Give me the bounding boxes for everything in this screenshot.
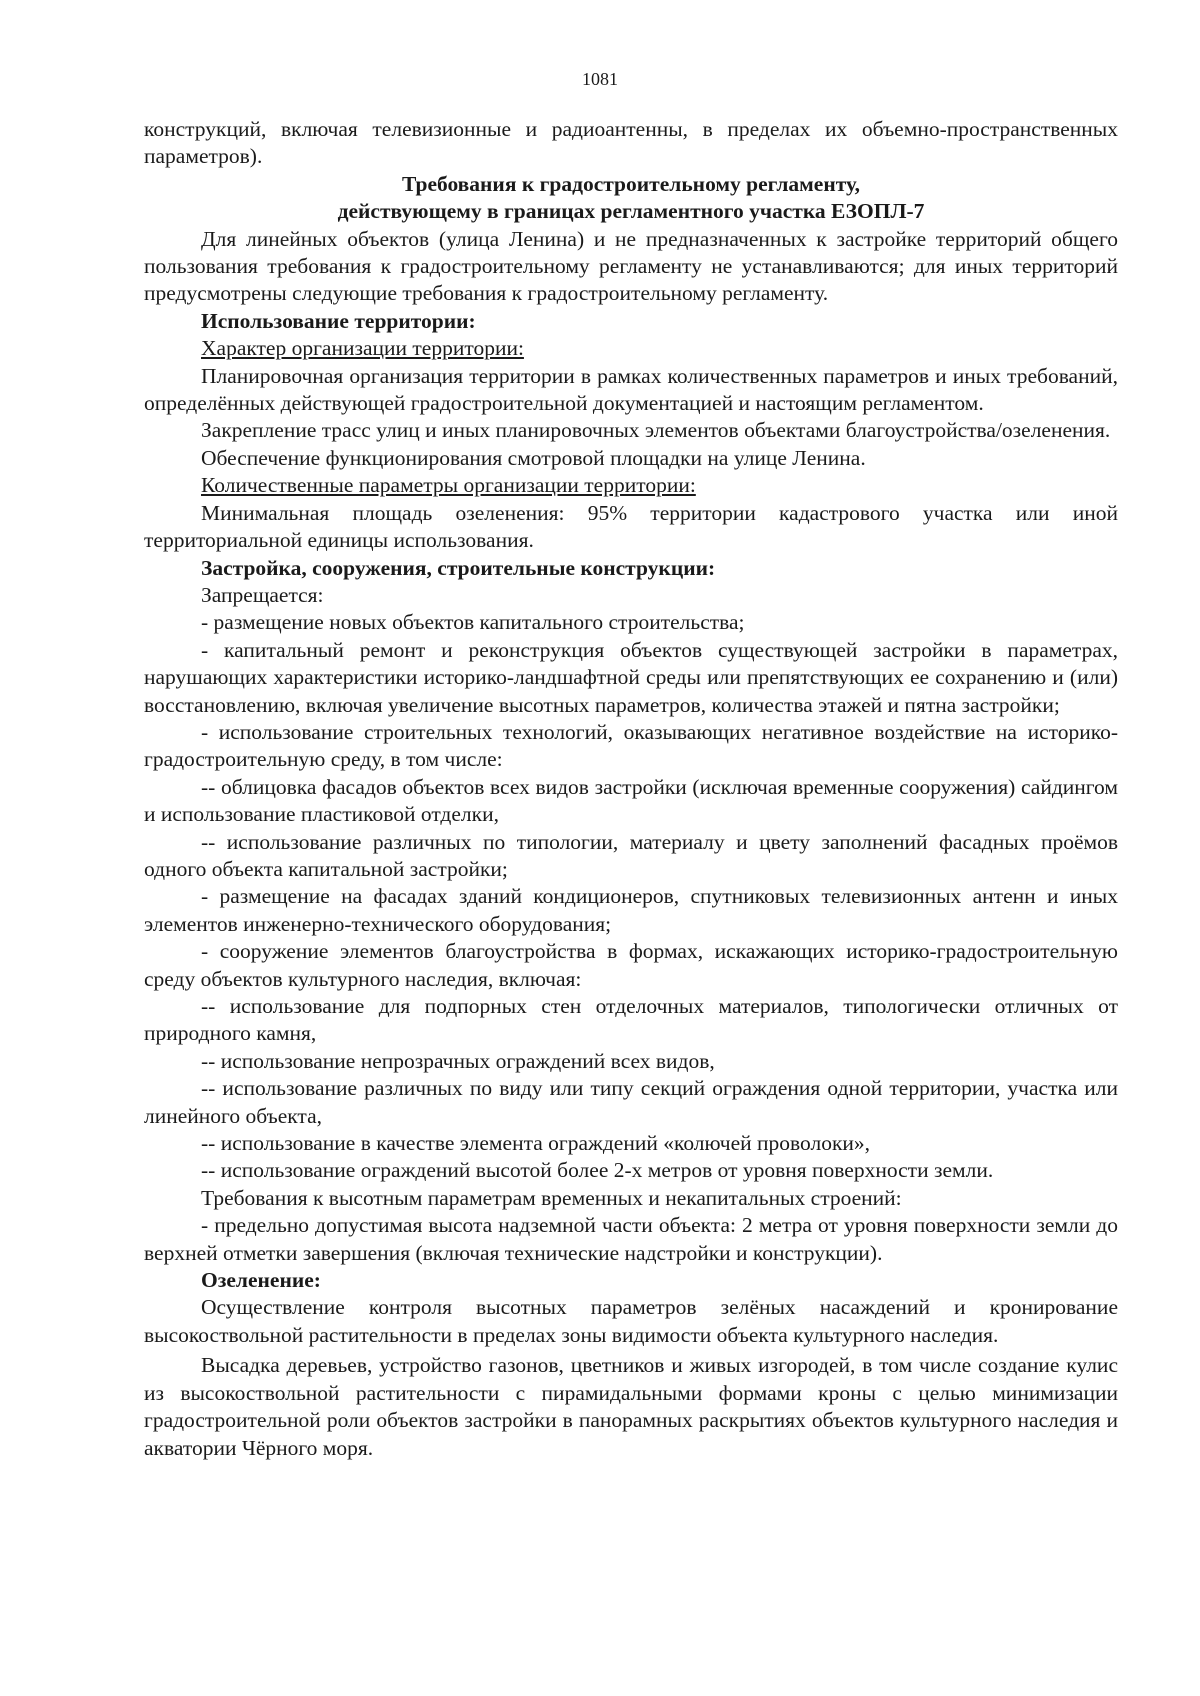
paragraph-greening-control: Осуществление контроля высотных параметров зелёных насаждений и кронирование высокоствольной растительности в пределах зоны видимости объекта культурного наследия. xyxy=(144,1295,1118,1347)
list-item: - предельно допустимая высота надземной части объекта: 2 метра от уровня поверхности земли до верхней отметки завершения (включая технические надстройки и конструкции). xyxy=(144,1213,1118,1265)
paragraph-planting: Высадка деревьев, устройство газонов, цветников и живых изгородей, в том числе создание кулис из высокоствольной растительности с пирамидальными формами кроны с целью минимизации градостроительной роли объектов застройки в панорамных раскрытиях объектов культурного наследия и акватории Чёрного моря. xyxy=(144,1353,1118,1460)
list-subitem: -- использование ограждений высотой более 2-х метров от уровня поверхности земли. xyxy=(201,1158,994,1183)
list-item: - использование строительных технологий, оказывающих негативное воздействие на историко-градостроительную среду, в том числе: xyxy=(144,719,1118,772)
underlined-label: Количественные параметры организации территории: xyxy=(201,473,696,498)
list-item: - сооружение элементов благоустройства в формах, искажающих историко-градостроительную среду объектов культурного наследия, включая: xyxy=(144,939,1118,991)
section-heading-line-2: действующему в границах регламентного участка ЕЗОПЛ-7 xyxy=(337,199,925,224)
list-subitem: -- использование в качестве элемента ограждений «колючей проволоки», xyxy=(201,1131,871,1156)
paragraph-intro: Для линейных объектов (улица Ленина) и не предназначенных к застройке территорий общего пользования требования к градостроительному регламенту не устанавливаются; для иных территорий предусмотрены следующие требования к градостроительному регламенту. xyxy=(144,226,1118,306)
paragraph-height-requirements: Требования к высотным параметрам временных и некапитальных строений: xyxy=(201,1185,902,1210)
subheading-territory-use: Использование территории: xyxy=(201,308,476,333)
paragraph-min-greening: Минимальная площадь озеленения: 95% территории кадастрового участка или иной территориальной единицы использования. xyxy=(144,500,1118,553)
page-number: 1081 xyxy=(582,69,618,89)
paragraph-streets: Закрепление трасс улиц и иных планировочных элементов объектами благоустройства/озеленения. xyxy=(201,418,1111,443)
paragraph-viewpoint: Обеспечение функционирования смотровой площадки на улице Ленина. xyxy=(201,445,866,470)
subheading-greening: Озеленение: xyxy=(201,1268,321,1293)
subheading-organization-character xyxy=(144,335,1118,362)
list-subitem: -- облицовка фасадов объектов всех видов застройки (исключая временные сооружения) сайдингом и использование пластиковой отделки, xyxy=(144,774,1118,827)
paragraph-planning: Планировочная организация территории в рамках количественных параметров и иных требований, определённых действующей градостроительной документацией и настоящим регламентом. xyxy=(144,363,1118,416)
paragraph-continuation: конструкций, включая телевизионные и радиоантенны, в пределах их объемно-пространственных параметров). xyxy=(144,117,1118,169)
list-item: - размещение новых объектов капитального строительства; xyxy=(201,610,745,635)
section-heading-line-1: Требования к градостроительному регламенту, xyxy=(401,171,860,196)
list-subitem: -- использование различных по виду или типу секций ограждения одной территории, участка или линейного объекта, xyxy=(144,1076,1118,1128)
underlined-label: Характер организации территории: xyxy=(201,336,524,361)
list-item: - размещение на фасадах зданий кондиционеров, спутниковых телевизионных антенн и иных элементов инженерно-технического оборудования; xyxy=(144,884,1118,936)
document-body xyxy=(144,116,1118,1462)
subheading-quantitative-parameters xyxy=(144,472,1118,499)
subheading-construction: Застройка, сооружения, строительные конструкции: xyxy=(201,555,716,580)
paragraph-prohibited: Запрещается: xyxy=(201,582,324,607)
list-item: - капитальный ремонт и реконструкция объектов существующей застройки в параметрах, нарушающих характеристики историко-ландшафтной среды или препятствующих ее сохранению и (или) восстановлению, включая увеличение высотных параметров, количества этажей и пятна застройки; xyxy=(144,637,1118,717)
list-subitem: -- использование различных по типологии, материалу и цвету заполнений фасадных проёмов одного объекта капитальной застройки; xyxy=(144,829,1118,881)
list-subitem: -- использование для подпорных стен отделочных материалов, типологически отличных от природного камня, xyxy=(144,994,1118,1046)
list-subitem: -- использование непрозрачных ограждений всех видов, xyxy=(201,1048,715,1073)
